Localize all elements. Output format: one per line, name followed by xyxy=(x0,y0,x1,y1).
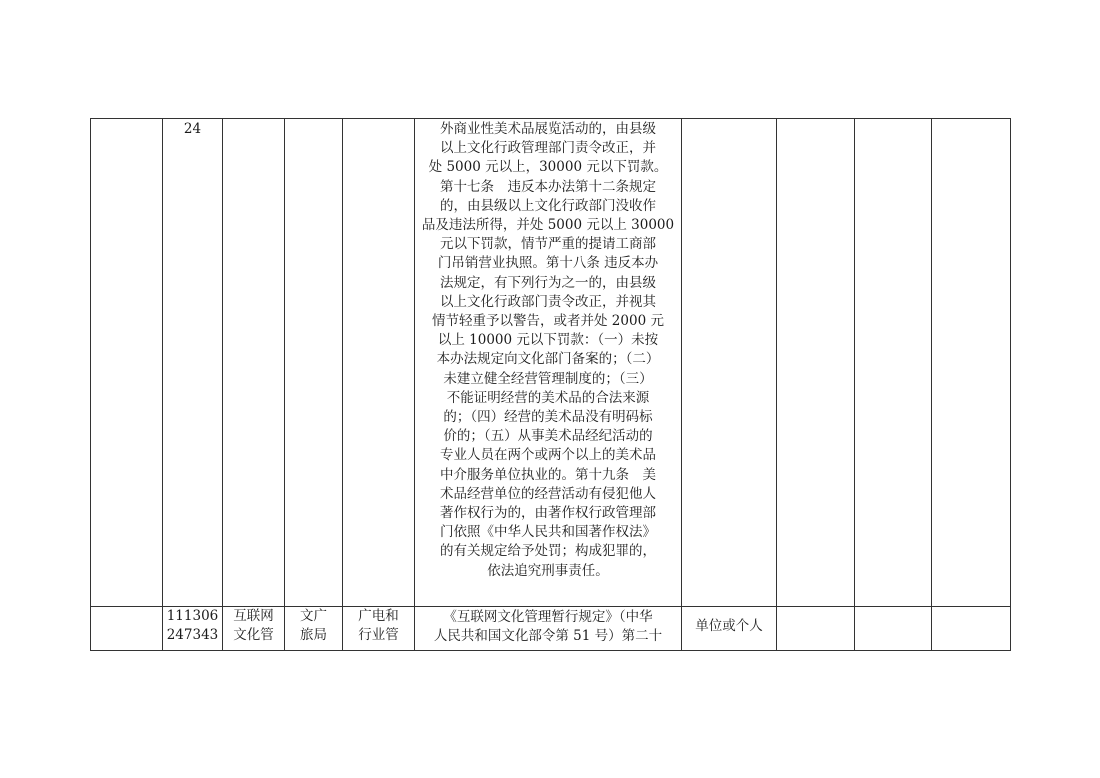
department-cell: 文广 旅局 xyxy=(285,607,343,651)
text-line: 以上文化行政部门责令改正，并视其 xyxy=(440,293,656,310)
text-line: 法规定，有下列行为之一的，由县级 xyxy=(440,274,656,291)
text-line: 门依照《中华人民共和国著作权法》 xyxy=(440,524,656,541)
blank-cell xyxy=(932,119,1011,607)
code-cell: 111306 247343 xyxy=(163,607,223,651)
text-line: 元以下罚款，情节严重的提请工商部 xyxy=(440,236,656,253)
text-line: 价的；（五）从事美术品经纪活动的 xyxy=(443,428,653,445)
text-line: 品及违法所得，并处 5000 元以上 30000 xyxy=(421,217,675,234)
text-line: 以上文化行政管理部门责令改正，并 xyxy=(440,140,656,157)
text-line: 的有关规定给予处罚；构成犯罪的， xyxy=(440,543,656,560)
blank-cell xyxy=(855,119,932,607)
text-line: 本办法规定向文化部门备案的；（二） xyxy=(436,351,660,368)
text-line: 情节轻重予以警告，或者并处 2000 元 xyxy=(432,313,664,330)
document-table xyxy=(90,118,1011,651)
blank-cell xyxy=(223,119,285,607)
sequence-cell: 24 xyxy=(163,119,223,607)
text-line: 的；（四）经营的美术品没有明码标 xyxy=(443,409,653,426)
item-name-cell: 互联网 文化管 xyxy=(223,607,285,651)
text-line: 的，由县级以上文化行政部门没收作 xyxy=(440,197,656,214)
text-line: 门吊销营业执照。第十八条 违反本办 xyxy=(437,255,659,272)
text-line: 术品经营单位的经营活动有侵犯他人 xyxy=(440,485,656,502)
text-line: 依法追究刑事责任。 xyxy=(487,562,609,579)
text-line: 以上 10000 元以下罚款：（一）未按 xyxy=(437,332,659,349)
text-line: 处 5000 元以上，30000 元以下罚款。 xyxy=(428,159,668,176)
legal-basis-cell: 《互联网文化管理暂行规定》（中华 人民共和国文化部令第 51 号）第二十 xyxy=(415,607,682,651)
blank-cell xyxy=(777,119,855,607)
text-line: 不能证明经营的美术品的合法来源 xyxy=(446,389,650,406)
text-line: 第十七条 违反本办法第十二条规定 xyxy=(440,178,656,195)
blank-cell xyxy=(91,119,163,607)
blank-cell xyxy=(777,607,855,651)
target-cell: 单位或个人 xyxy=(682,607,777,651)
unit-cell: 广电和 行业管 xyxy=(343,607,415,651)
blank-cell xyxy=(932,607,1011,651)
blank-cell xyxy=(682,119,777,607)
legal-basis-cell xyxy=(415,119,682,607)
blank-cell xyxy=(285,119,343,607)
text-line: 专业人员在两个或两个以上的美术品 xyxy=(440,447,656,464)
text-line: 著作权行为的，由著作权行政管理部 xyxy=(440,505,656,522)
blank-cell xyxy=(343,119,415,607)
table-row xyxy=(91,119,1011,607)
blank-cell xyxy=(91,607,163,651)
text-line: 中介服务单位执业的。第十九条 美 xyxy=(440,466,656,483)
blank-cell xyxy=(855,607,932,651)
legal-basis-text xyxy=(420,120,676,581)
text-line: 外商业性美术品展览活动的，由县级 xyxy=(440,121,656,137)
text-line: 未建立健全经营管理制度的；（三） xyxy=(443,370,653,387)
table-row xyxy=(91,607,1011,651)
